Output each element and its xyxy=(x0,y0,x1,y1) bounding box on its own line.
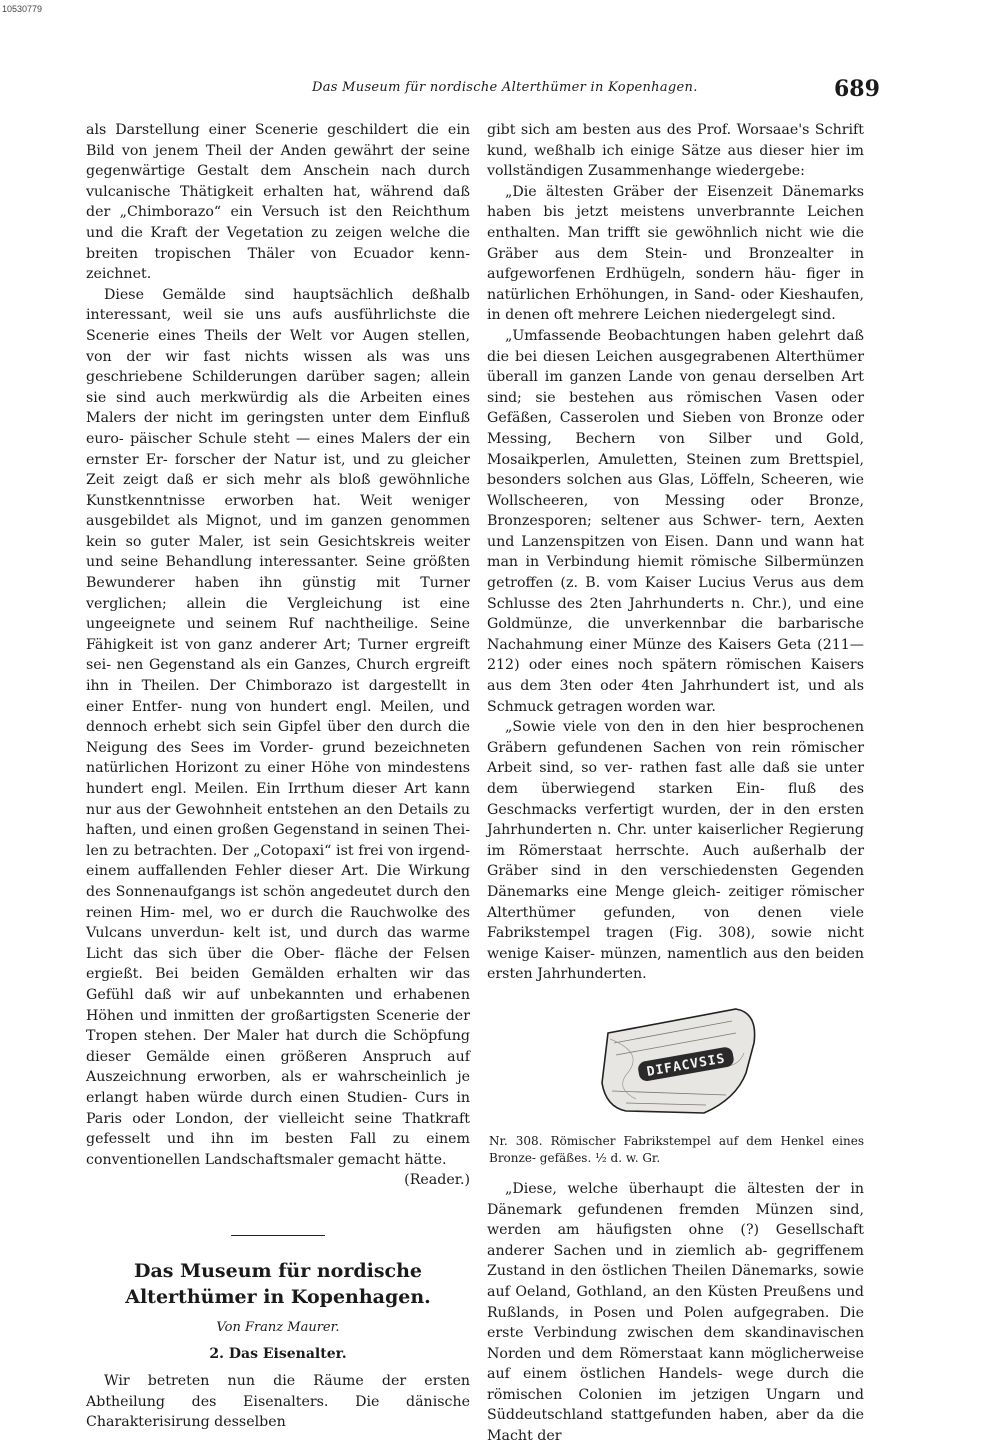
paragraph: „Die ältesten Gräber der Eisenzeit Dänemarks haben bis jetzt meistens unverbrannte Leichen enthalten. Man trifft sie gewöhnlich nicht wie die Gräber aus dem Stein- und Bronzealter in aufgeworfenen Erdhügeln, sondern häu- figer in natürlichen Erhöhungen, in Sand- oder Kieshaufen, in denen oft mehrere Leichen niedergelegt sind. xyxy=(487,183,864,324)
running-title: Das Museum für nordische Alterthümer in Kopenhagen. xyxy=(312,80,698,95)
left-column xyxy=(86,120,470,1433)
page-id: 10530779 xyxy=(2,4,43,14)
paragraph: Wir betreten nun die Räume der ersten Abtheilung des Eisenalters. Die dänische Charakterisirung desselben xyxy=(86,1373,470,1431)
paragraph: „Sowie viele von den in den hier besprochenen Gräbern gefundenen Sachen von rein römischer Arbeit sind, so ver- rathen fast alle daß sie unter dem überwiegend starken Ein- fluß des Geschmacks verfertigt wurden, der in den ersten Jahrhunderten n. Chr. unter kaiserlicher Regierung im Römerstaat herrschte. Auch außerhalb der Gräber sind in den verschiedensten Gegenden Dänemarks eine Menge gleich- zeitiger römischer Alterthümer gefunden, von denen viele Fabrikstempel tragen (Fig. 308), sowie nicht wenige Kaiser- münzen, namentlich aus den beiden ersten Jahrhunderten. xyxy=(487,719,864,983)
figure-caption xyxy=(487,1133,864,1167)
paragraph: als Darstellung einer Scenerie geschildert die ein Bild von jenem Theil der Anden gewährt der seine gegenwärtige Gestalt dem Anschein nach durch vulcanische Thätigkeit erhalten hat, während daß der „Chimborazo“ ein Versuch ist den Reichthum und die Kraft der Vegetation zu zeigen welche die breiten tropischen Thäler von Ecuador kenn- zeichnet. xyxy=(86,122,470,283)
section-divider xyxy=(231,1235,325,1236)
figure-308 xyxy=(487,1003,864,1167)
section-title: Das Museum für nordische Alterthümer in Kopenhagen. xyxy=(125,1259,431,1308)
signature: (Reader.) xyxy=(404,1172,470,1189)
paragraph: „Diese, welche überhaupt die ältesten der in Dänemark gefundenen fremden Münzen sind, werden am häufigsten ohne (?) Gesellschaft anderer Sachen und in ziemlich ab- gegriffenem Zustand in den östlichen Theilen Dänemarks, sowie auf Oeland, Gothland, an den Küsten Preußens und Rußlands, in Posen und Polen aufgegraben. Die erste Verbindung zwischen dem skandinavischen Norden und dem Römerstaat kann möglicherweise auf einem östlichen Handels- wege durch die römischen Colonien im jetzigen Ungarn und Süddeutschland stattgefunden haben, aber da die Macht der xyxy=(487,1180,864,1445)
subsection-heading: 2. Das Eisenalter. xyxy=(209,1346,347,1363)
caption-text: Römischer Fabrikstempel auf dem Henkel eines Bronze- gefäßes. ½ d. w. Gr. xyxy=(489,1133,864,1165)
bronze-handle-stamp-illustration xyxy=(586,1003,766,1123)
paragraph: „Umfassende Beobachtungen haben gelehrt daß die bei diesen Leichen ausgegrabenen Alterthümer überall im ganzen Lande von genau derselben Art sind; sie bestehen aus römischen Vasen oder Gefäßen, Casserolen und Sieben von Bronze oder Messing, Bechern von Silber und Gold, Mosaikperlen, Amuletten, Steinen zum Brettspiel, besonders solchen aus Glas, Löffeln, Scheeren, wie Wollscheeren, von Messing oder Bronze, Bronzesporen; seltener aus Schwer- tern, Aexten und Lanzenspitzen von Eisen. Dann und wann hat man in Verbindung hiemit römische Silbermünzen getroffen (z. B. vom Kaiser Lucius Verus aus dem Schlusse des 2ten Jahrhunderts n. Chr.), und eine Goldmünze, die unverkennbar die barbarische Nachahmung einer Münze des Kaisers Geta (211—212) oder eines noch spätern römischen Kaisers aus dem 3ten oder 4ten Jahrhundert ist, und als Schmuck getragen worden war. xyxy=(487,327,864,715)
stamp-text: DIFACVSIS xyxy=(645,1051,727,1080)
byline: Von Franz Maurer. xyxy=(216,1319,340,1335)
caption-number: Nr. 308. xyxy=(489,1133,543,1148)
right-column xyxy=(487,120,864,1447)
page-number: 689 xyxy=(834,76,880,102)
paragraph: gibt sich am besten aus des Prof. Worsaae's Schrift kund, weßhalb ich einige Sätze aus dieser hier im vollständigen Zusammenhange wiedergebe: xyxy=(487,122,864,180)
paragraph: Diese Gemälde sind hauptsächlich deßhalb interessant, weil sie uns aufs ausführlichste die Scenerie eines Theils der Welt vor Augen stellen, von der wir fast nichts wissen als was uns geschriebene Schilderungen darüber sagen; allein sie sind auch merkwürdig als die Arbeiten eines Malers der nicht im geringsten unter dem Einfluß euro- päischer Schule steht — eines Malers der ein ernster Er- forscher der Natur ist, und zu gleicher Zeit zeigt daß er sich mehr als bloß gewöhnliche Kunstkenntnisse erworben hat. Weit weniger ausgebildet als Mignot, und im ganzen genommen kein so guter Maler, ist sein Gesichtskreis weiter und seine Behandlung interessanter. Seine größten Bewunderer haben ihn günstig mit Turner verglichen; allein die Vergleichung ist eine ungeeignete und seinem Ruf nachtheilige. Seine Fähigkeit ist von ganz anderer Art; Turner ergreift sei- nen Gegenstand als ein Ganzes, Church ergreift ihn in Theilen. Der Chimborazo ist dargestellt in einer Entfer- nung von hundert engl. Meilen, und dennoch erhebt sich sein Gipfel über den durch die Neigung des Sees im Vorder- grund bezeichneten natürlichen Horizont zu einer Höhe von mindestens hundert engl. Meilen. Ein Irrthum dieser Art kann nur aus der Gewohnheit entstehen an den Details zu haften, und einen großen Gegenstand in seinen Thei- len zu betrachten. Der „Cotopaxi“ ist frei von irgend- einem auffallenden Fehler dieser Art. Die Wirkung des Sonnenaufgangs ist schön angedeutet durch den reinen Him- mel, wo er durch die Rauchwolke des Vulcans unverdun- kelt ist, und durch das warme Licht das sich über die Ober- fläche der Felsen ergießt. Bei beiden Gemälden erhalten wir das Gefühl daß wir auf unbekannten und erhabenen Höhen und inmitten der großartigsten Scenerie der Tropen stehen. Der Maler hat durch die Schöpfung dieser Gemälde einen größeren Anspruch auf Auszeichnung erworben, als er wahrscheinlich je erlangt haben würde durch einen Studien- Curs in Paris oder London, der vielleicht seine Thatkraft gefesselt und ihn im besten Fall zu einem conventionellen Landschaftsmaler gemacht hätte. xyxy=(86,286,470,1168)
